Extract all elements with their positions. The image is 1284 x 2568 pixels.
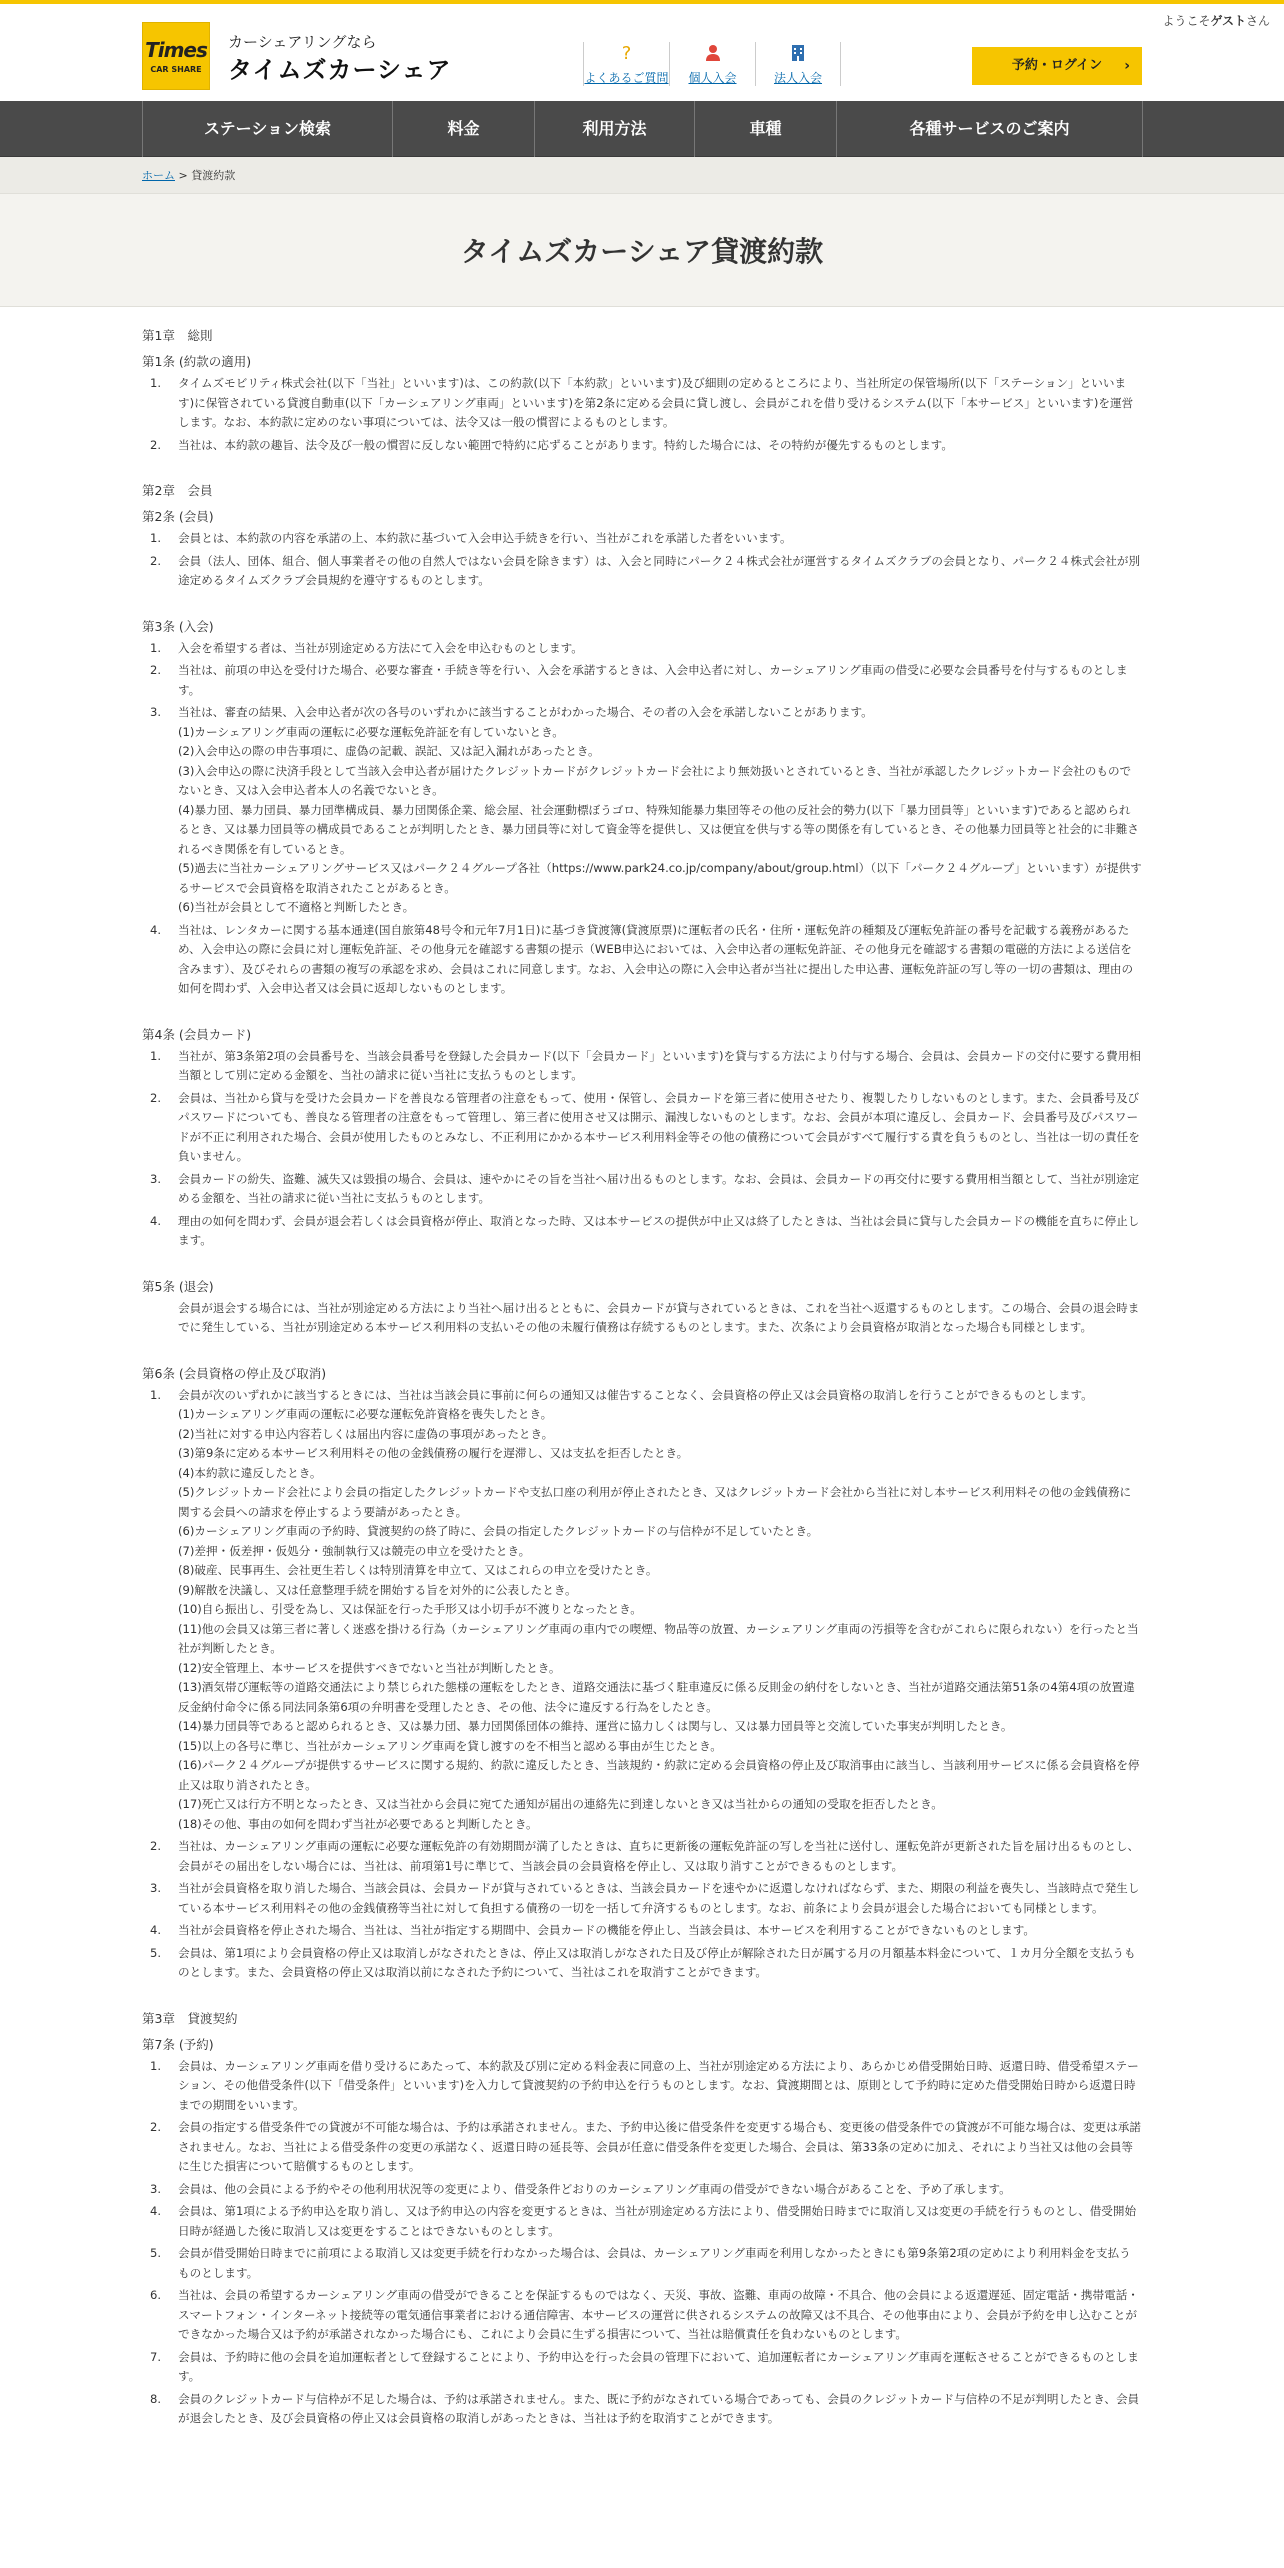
welcome-message: ようこそゲストさん <box>1162 14 1270 28</box>
clause-number: 1. <box>150 1048 162 1063</box>
clause-item <box>142 661 1142 700</box>
nav-station-search[interactable]: ステーション検索 <box>143 101 393 157</box>
clause-item <box>142 2286 1142 2345</box>
clause-text: タイムズモビリティ株式会社(以下「当社」といいます)は、この約款(以下「本約款」といいます)及び細則の定めるところにより、当社所定の保管場所(以下「ステーション」といいます)に保管されている貸渡自動車(以下「カーシェアリング車両」といいます)を第2条に定める会員に貸し渡し、会員がこれを借り受けるシステム(以下「本サービス」といいます)を運営します。なお、本約款に定めのない事項については、法令又は一般の慣習によるものとします。 <box>178 376 1134 429</box>
clause-number: 7. <box>150 2349 162 2364</box>
clause-number: 4. <box>150 922 162 937</box>
nav-services[interactable]: 各種サービスのご案内 <box>837 101 1143 157</box>
faq-link[interactable]: ? よくあるご質問 <box>584 43 669 85</box>
article-heading: 第1条 (約款の適用) <box>142 354 252 369</box>
clause-list <box>142 2057 1142 2429</box>
clause-item <box>142 436 1142 456</box>
clause-text: 会員が借受開始日時までに前項による取消し又は変更手続を行わなかった場合は、会員は、カーシェアリング車両を利用しなかったときにも第9条第2項の定めにより利用料金を支払うものとします。 <box>178 2246 1131 2280</box>
clause-item <box>142 552 1142 591</box>
global-nav <box>0 101 1284 157</box>
clause-number: 4. <box>150 2204 162 2218</box>
breadcrumb: ホーム > 貸渡約款 <box>142 169 236 182</box>
clause-item <box>142 2180 1142 2200</box>
clause-number: 1. <box>150 2058 162 2073</box>
clause-list <box>142 639 1142 999</box>
article-block <box>142 1364 1142 1983</box>
clause-number: 1. <box>150 531 162 545</box>
clause-number: 4. <box>150 1213 162 1228</box>
clause-text: 当社は、審査の結果、入会申込者が次の各号のいずれかに該当することがわかった場合、その者の入会を承諾しないことがあります。 (1)カーシェアリング車両の運転に必要な運転免許証を有していないとき。 (2)入会申込の際の申告事項に、虚偽の記載、誤記、又は記入漏れがあったとき。 (3)入会申込の際に決済手段として当該入会申込者が届けたクレジットカードがクレジットカード会社により無効扱いとされているとき、当社が承認したクレジットカード会社のものでないとき、又は入会申込者本人の名義でないとき。 (4)暴力団、暴力団員、暴力団準構成員、暴力団関係企業、総会屋、社会運動標ぼうゴロ、特殊知能暴力集団等その他の反社会的勢力(以下「暴力団員等」といいます)であると認められるとき、又は暴力団員等の構成員であることが判明したとき、暴力団員等に対して資金等を提供し、又は便宜を供与する等の関係を有しているとき、その他暴力団員等と社会的に非難されるべき関係を有しているとき。 (5)過去に当社カーシェアリングサービス又はパーク２４グループ各社（https://www.park24.co.jp/company/about/group.html）（以下「パーク２４グループ」といいます）が提供するサービスで会員資格を取消されたことがあるとき。 (6)当社が会員として不適格と判断したとき。 <box>178 705 1142 914</box>
clause-text: 当社は、カーシェアリング車両の運転に必要な運転免許の有効期間が満了したときは、直ちに更新後の運転免許証の写しを当社に送付し、運転免許が更新された旨を届け出るものとし、会員がその届出をしない場合には、当社は、前項第1号に準じて、当該会員の会員資格を停止し、又は取り消すことができるものとします。 <box>178 1839 1140 1873</box>
chevron-right-icon: › <box>1124 58 1130 74</box>
clause-number: 3. <box>150 1171 162 1186</box>
breadcrumb-current: 貸渡約款 <box>191 169 236 182</box>
article-heading: 第4条 (会員カード) <box>142 1026 252 1042</box>
personal-signup-link[interactable]: 個人入会 <box>669 42 755 86</box>
article-heading: 第3条 (入会) <box>142 618 214 634</box>
clause-text: 会員の指定する借受条件での貸渡が不可能な場合は、予約は承諾されません。また、予約申込後に借受条件を変更する場合も、変更後の借受条件での貸渡が不可能な場合は、変更は承諾されません。なお、当社による借受条件の変更の承諾なく、返還日時の延長等、会員が任意に借受条件を変更した場合、会員は、第33条の定めに加え、それにより当社又は他の会員等に生じた損害について賠償するものとします。 <box>178 2120 1141 2173</box>
clause-item <box>142 374 1142 433</box>
clause-text: 会員カードの紛失、盗難、滅失又は毀損の場合、会員は、速やかにその旨を当社へ届け出るものとします。なお、会員は、会員カードの再交付に要する費用相当額として、当社が別途定める金額を、当社の請求に従い当社に支払うものとします。 <box>178 1171 1140 1205</box>
article-block <box>142 481 1142 591</box>
clause-item <box>142 1386 1142 1835</box>
clause-item <box>142 1089 1142 1167</box>
article-block <box>142 1277 1142 1338</box>
clause-number: 2. <box>150 553 162 568</box>
logo-subtext: CAR SHARE <box>150 65 202 74</box>
clause-item <box>142 1879 1142 1918</box>
user-name: ゲスト <box>1210 14 1246 28</box>
clause-list <box>142 529 1142 591</box>
clause-item <box>142 2348 1142 2387</box>
clause-number: 3. <box>150 1881 162 1895</box>
clause-number: 2. <box>150 663 162 677</box>
article-heading: 第5条 (退会) <box>142 1278 214 1294</box>
clause-item <box>142 1047 1142 1086</box>
breadcrumb-home-link[interactable]: ホーム <box>142 169 175 182</box>
clause-list <box>142 1386 1142 1983</box>
clause-item <box>142 1944 1142 1983</box>
article-heading: 第6条 (会員資格の停止及び取消) <box>142 1365 327 1381</box>
header-links <box>583 42 841 86</box>
article-block <box>142 326 1142 455</box>
clause-text: 当社は、本約款の趣旨、法令及び一般の慣習に反しない範囲で特約に応ずることがあります。特約した場合には、その特約が優先するものとします。 <box>178 437 953 452</box>
clause-item <box>142 1837 1142 1876</box>
article-block <box>142 1025 1142 1251</box>
chapter-heading: 第2章 会員 <box>142 483 213 498</box>
article-heading: 第2条 (会員) <box>142 509 214 524</box>
nav-car-models[interactable]: 車種 <box>695 101 837 157</box>
clause-number: 3. <box>150 2181 162 2196</box>
clause-item <box>142 1212 1142 1251</box>
clause-item <box>142 1921 1142 1941</box>
nav-pricing[interactable]: 料金 <box>393 101 535 157</box>
clause-number: 5. <box>150 2246 162 2260</box>
clause-number: 1. <box>150 640 162 655</box>
brand-tagline: カーシェアリングなら <box>228 33 377 51</box>
clause-text: 当社は、レンタカーに関する基本通達(国自旅第48号令和元年7月1日)に基づき貸渡簿(貸渡原票)に運転者の氏名・住所・運転免許の種類及び運転免許証の番号を記載する義務があるため、入会申込の際に会員に対し運転免許証、その他身元を確認する書類の提示（WEB申込においては、入会申込者の運転免許証、その他身元を確認する書類の電磁的方法による送信を含みます）、及びそれらの書類の複写の承認を求め、会員はこれに同意します。なお、入会申込の際に入会申込者が当社に提出した申込書、運転免許証の写し等の一切の書類は、理由の如何を問わず、入会申込者又は会員に返却しないものとします。 <box>178 922 1134 995</box>
clause-text: 当社は、会員の希望するカーシェアリング車両の借受ができることを保証するものではなく、天災、事故、盗難、車両の故障・不具合、他の会員による返還遅延、固定電話・携帯電話・スマートフォン・インターネット接続等の電気通信事業者における通信障害、本サービスの運営に供されるシステムの故障又は不具合、その他事由により、会員が予約を申し込むことができなかった場合又は予約が承諾されなかった場合にも、これにより会員に生ずる損害について、当社は賠償責任を負わないものとします。 <box>178 2288 1139 2341</box>
clause-number: 2. <box>150 437 162 452</box>
clause-text: 理由の如何を問わず、会員が退会若しくは会員資格が停止、取消となった時、又は本サービスの提供が中止又は終了したときは、当社は会員に貸与した会員カードの機能を直ちに停止します。 <box>178 1213 1140 1247</box>
clause-number: 2. <box>150 2120 162 2134</box>
logo-text: Times <box>145 38 207 62</box>
clause-item <box>142 2244 1142 2283</box>
clause-item <box>142 639 1142 659</box>
clause-number: 5. <box>150 1945 162 1960</box>
article-block <box>142 2009 1142 2429</box>
clause-text: 会員が次のいずれかに該当するときには、当社は当該会員に事前に何らの通知又は催告することなく、会員資格の停止又は会員資格の取消しを行うことができるものとします。 (1)カーシェアリング車両の運転に必要な運転免許資格を喪失したとき。 (2)当社に対する申込内容若しくは届出内容に虚偽の事項があったとき。 (3)第9条に定める本サービス利用料その他の金銭債務の履行を遅滞し、又は支払を拒否したとき。 (4)本約款に違反したとき。 (5)クレジットカード会社により会員の指定したクレジットカードや支払口座の利用が停止されたとき、又はクレジットカード会社から当社に対し本サービス利用料その他の金銭債務に関する会員への請求を停止するよう要請があったとき。 (6)カーシェアリング車両の予約時、貸渡契約の終了時に、会員の指定したクレジットカードの与信枠が不足していたとき。 (7)差押・仮差押・仮処分・強制執行又は競売の申立を受けたとき。 (8)破産、民事再生、会社更生若しくは特別清算を申立て、又はこれらの申立を受けたとき。 (9)解散を決議し、又は任意整理手続を開始する旨を対外的に公表したとき。 (10)自ら振出し、引受を為し、又は保証を行った手形又は小切手が不渡りとなったとき。 (11)他の会員又は第三者に著しく迷惑を掛ける行為（カーシェアリング車両の車内での喫煙、物品等の放置、カーシェアリング車両の汚損等を含むがこれらに限られない）を行ったと当社が判断したとき。 (12)安全管理上、本サービスを提供すべきでないと当社が判断したとき。 (13)酒気帯び運転等の道路交通法により禁じられた態様の運転をしたとき、道路交通法に基づく駐車違反に係る反則金の納付をしないとき、当社が道路交通法第51条の4第4項の放置違反金納付命令に係る同法同条第6項の弁明書を受理したとき、その他、法令に違反する行為をしたとき。 (14)暴力団員等であると認められるとき、又は暴力団、暴力団関係団体の維持、運営に協力しくは関与し、又は暴力団員等と交流していた事実が判明したとき。 (15)以上の各号に準じ、当社がカーシェアリング車両を貸し渡すのを不相当と認める事由が生じたとき。 (16)パーク２４グループが提供するサービスに関する規約、約款に違反したとき、当該規約・約款に定める会員資格の停止及び取消事由に該当し、当該利用サービスに係る会員資格を停止又は取り消されたとき。 (17)死亡又は行方不明となったとき、又は当社から会員に宛てた通知が届出の連絡先に到達しないとき又は当社からの通知の受取を拒否したとき。 (18)その他、事由の如何を問わず当社が必要であると判断したとき。 <box>178 1387 1140 1831</box>
clause-item <box>142 2057 1142 2116</box>
site-header <box>0 4 1284 101</box>
clause-number: 1. <box>150 376 162 390</box>
building-icon <box>756 44 840 67</box>
clause-item <box>142 2118 1142 2177</box>
clause-text: 会員は、カーシェアリング車両を借り受けるにあたって、本約款及び別に定める料金表に同意の上、当社が別途定める方法により、あらかじめ借受開始日時、返還日時、借受希望ステーション、その他借受条件(以下「借受条件」といいます)を入力して貸渡契約の予約申込を行うものとします。なお、貸渡期間とは、原則として予約時に定めた借受開始日時から返還日時までの期間をいいます。 <box>178 2058 1139 2112</box>
clause-number: 4. <box>150 1923 162 1937</box>
clause-item <box>142 2202 1142 2241</box>
clause-text: 会員のクレジットカード与信枠が不足した場合は、予約は承諾されません。また、既に予約がなされている場合であっても、会員のクレジットカード与信枠の不足が判明したとき、会員が退会したとき、及び会員資格の停止又は会員資格の取消しがあったときは、当社は予約を取消すことができます。 <box>178 2391 1140 2425</box>
reserve-login-button[interactable]: 予約・ログイン › <box>972 47 1142 85</box>
nav-how-to-use[interactable]: 利用方法 <box>535 101 695 157</box>
clause-number: 6. <box>150 2288 162 2302</box>
breadcrumb-bar <box>0 157 1284 193</box>
clause-paragraph: 会員が退会する場合には、当社が別途定める方法により当社へ届け出るとともに、会員カードが貸与されているときは、これを当社へ返還するものとします。この場合、会員の退会時までに発生している、当社が別途定める本サービス利用料の支払いその他の未履行債務は存続するものとします。また、次条により会員資格が取消となった場合も同様とします。 <box>178 1300 1140 1334</box>
clause-text: 会員は、第1項により会員資格の停止又は取消しがなされたときは、停止又は取消しがなされた日及び停止が解除された日が属する月の月額基本料金について、１カ月分全額を支払うものとします。また、会員資格の停止又は取消以前になされた予約について、当社はこれを取消すことができます。 <box>178 1945 1136 1979</box>
clause-text: 会員（法人、団体、組合、個人事業者その他の自然人ではない会員を除きます）は、入会と同時にパーク２４株式会社が運営するタイムズクラブの会員となり、パーク２４株式会社が別途定めるタイムズクラブ会員規約を遵守するものとします。 <box>178 553 1141 587</box>
clause-text: 会員は、他の会員による予約やその他利用状況等の変更により、借受条件どおりのカーシェアリング車両の借受ができない場合があることを、予め了承します。 <box>178 2181 1011 2196</box>
brand-name[interactable]: タイムズカーシェア <box>228 56 452 84</box>
title-band <box>0 193 1284 307</box>
clause-text: 当社は、前項の申込を受付けた場合、必要な審査・手続き等を行い、入会を承諾するときは、入会申込者に対し、カーシェアリング車両の借受に必要な会員番号を付与するものとします。 <box>178 663 1128 697</box>
person-icon <box>670 44 755 67</box>
question-icon: ? <box>621 43 632 64</box>
clause-text: 当社が、第3条第2項の会員番号を、当該会員番号を登録した会員カード(以下「会員カード」といいます)を貸与する方法により付与する場合、会員は、会員カードの交付に要する費用相当額として別に定める金額を、当社の請求に従い当社に支払うものとします。 <box>178 1048 1141 1082</box>
clause-text: 会員とは、本約款の内容を承諾の上、本約款に基づいて入会申込手続きを行い、当社がこれを承諾した者をいいます。 <box>178 531 792 545</box>
clause-text: 入会を希望する者は、当社が別途定める方法にて入会を申込むものとします。 <box>178 640 583 655</box>
page-title: タイムズカーシェア貸渡約款 <box>460 235 824 268</box>
chapter-heading: 第1章 総則 <box>142 328 213 343</box>
clause-list <box>142 374 1142 455</box>
clause-number: 1. <box>150 1387 162 1402</box>
clause-item <box>142 2390 1142 2429</box>
clause-item <box>142 703 1142 918</box>
terms-content <box>142 326 1142 2455</box>
clause-number: 8. <box>150 2391 162 2406</box>
times-car-share-logo[interactable] <box>142 22 210 90</box>
clause-text: 当社が会員資格を停止された場合、当社は、当社が指定する期間中、会員カードの機能を停止し、当該会員は、本サービスを利用することができないものとします。 <box>178 1923 1036 1937</box>
clause-number: 3. <box>150 705 162 719</box>
clause-text: 会員は、第1項による予約申込を取り消し、又は予約申込の内容を変更するときは、当社が別途定める方法により、借受開始日時までに取消し又は変更の手続を行うものとし、借受開始日時が経過した後に取消し又は変更をすることはできないものとします。 <box>178 2204 1137 2238</box>
chapter-heading: 第3章 貸渡契約 <box>142 2010 238 2026</box>
clause-number: 2. <box>150 1839 162 1853</box>
clause-text: 会員は、予約時に他の会員を追加運転者として登録することにより、予約申込を行った会員の管理下において、追加運転者にカーシェアリング車両を運転させることができるものとします。 <box>178 2349 1139 2383</box>
clause-item <box>142 921 1142 999</box>
clause-list <box>142 1047 1142 1251</box>
clause-item <box>142 1170 1142 1209</box>
article-block <box>142 617 1142 999</box>
clause-item <box>142 529 1142 549</box>
clause-text: 当社が会員資格を取り消した場合、当該会員は、会員カードが貸与されているときは、当該会員カードを速やかに返還しなければならず、また、期限の利益を喪失し、当該時点で発生している本サービス利用料その他の金銭債務等当社に対して負担する債務の一切を一括して弁済するものとします。なお、前条により会員が退会した場合においても同様とします。 <box>178 1881 1140 1915</box>
article-heading: 第7条 (予約) <box>142 2036 214 2052</box>
corporate-signup-link[interactable]: 法人入会 <box>755 42 841 86</box>
clause-number: 2. <box>150 1090 162 1105</box>
clause-text: 会員は、当社から貸与を受けた会員カードを善良なる管理者の注意をもって、使用・保管し、会員カードを第三者に使用させたり、複製したりしないものとします。また、会員番号及びパスワードについても、善良なる管理者の注意をもって管理し、第三者に使用させ又は開示、漏洩しないものとします。なお、会員が本項に違反し、会員カード、会員番号及びパスワードが不正に利用された場合、会員が使用したものとみなし、不正利用にかかる本サービス利用料金等その他の債務について会員がすべて履行する責を負うものとし、当社は一切の責任を負いません。 <box>178 1090 1140 1163</box>
